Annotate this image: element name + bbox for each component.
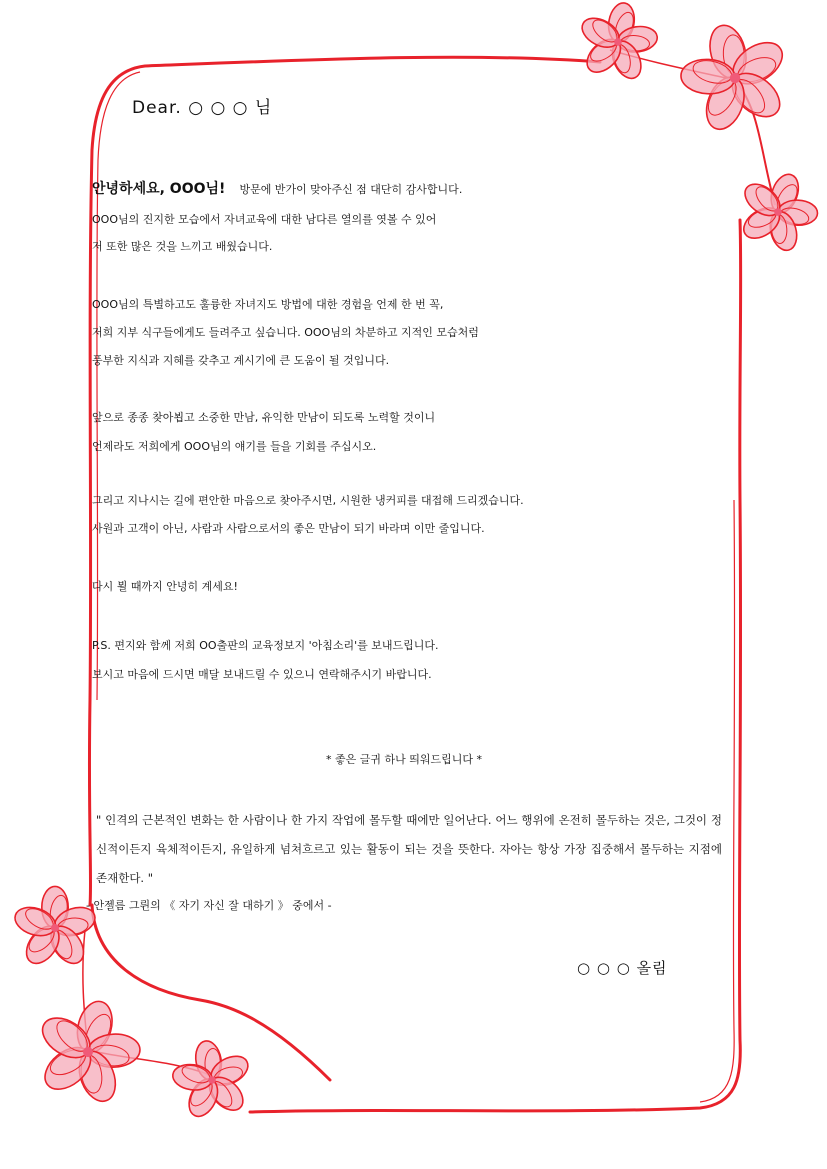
paragraph-3-line-1: 앞으로 종종 찾아뵙고 소중한 만남, 유익한 만남이 되도록 노력할 것이니 [92, 411, 436, 424]
paragraph-4-line-2: 사원과 고객이 아닌, 사람과 사람으로서의 좋은 만남이 되기 바라며 이만 줄입니다. [92, 522, 485, 535]
flower-icon [164, 1034, 259, 1126]
ps-line-2: 보시고 마음에 드시면 매달 보내드릴 수 있으니 연락해주시기 바랍니다. [92, 668, 432, 681]
paragraph-1-line-1 [92, 182, 462, 197]
flower-icon [726, 161, 827, 263]
flower-center [51, 924, 59, 932]
paragraph-1-line-3: 저 또한 많은 것을 느끼고 배웠습니다. [92, 240, 273, 253]
ps-line-1: P.S. 편지와 함께 저희 OO출판의 교육정보지 '아침소리'를 보내드립니다. [92, 639, 439, 652]
salutation: Dear. ○ ○ ○ 님 [132, 98, 273, 118]
paragraph-3-line-2: 언제라도 저희에게 OOO님의 얘기를 들을 기회를 주십시오. [92, 440, 377, 453]
paragraph-2-line-3: 풍부한 지식과 지혜를 갖추고 계시기에 큰 도움이 될 것입니다. [92, 354, 390, 367]
paragraph-4-line-1: 그리고 지나시는 길에 편안한 마음으로 찾아주시면, 시원한 냉커피를 대접해 드리겠습니다. [92, 494, 524, 507]
quote-text: " 인격의 근본적인 변화는 한 사람이나 한 가지 작업에 몰두할 때에만 일어난다. 어느 행위에 온전히 몰두하는 것은, 그것이 정신적이든지 육체적이든지, 유일하게 넘쳐흐르고 있는 활동이 되는 것을 뜻한다. 자아는 항상 가장 집중해서 몰두하는 지점에 존재한다. " [96, 813, 722, 885]
paragraph-2-line-2: 저희 지부 식구들에게도 들려주고 싶습니다. OOO님의 차분하고 지적인 모습처럼 [92, 326, 479, 339]
quote-source: - 안젤름 그륀의 《 자기 자신 잘 대하기 》 중에서 - [86, 899, 332, 912]
quote-title: * 좋은 글귀 하나 띄워드립니다 * [326, 753, 482, 766]
flower-icon [666, 11, 804, 145]
signature: ○ ○ ○ 올림 [577, 959, 668, 977]
paragraph-1-line-2: OOO님의 진지한 모습에서 자녀교육에 대한 남다른 열의를 엿볼 수 있어 [92, 213, 437, 226]
flower-icon [22, 988, 154, 1116]
flower-icon [570, 0, 665, 88]
paragraph-2-line-1: OOO님의 특별하고도 훌륭한 자녀지도 방법에 대한 경험을 언제 한 번 꼭, [92, 298, 444, 311]
paragraph-5-line-1: 다시 뵐 때까지 안녕히 계세요! [92, 580, 238, 593]
greeting: 안녕하세요, OOO님! [92, 181, 226, 197]
greeting-text: 방문에 반가이 맞아주신 점 대단히 감사합니다. [239, 183, 463, 196]
